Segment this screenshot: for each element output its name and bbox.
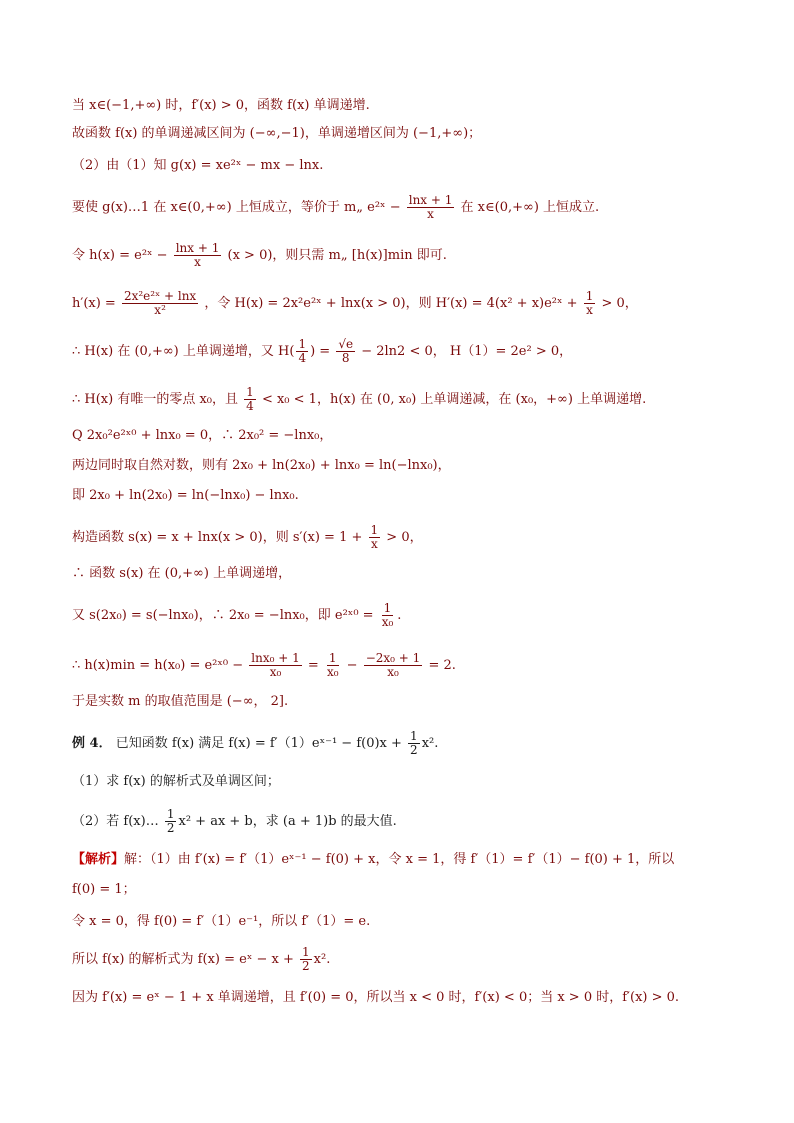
- text-fragment: =: [307, 658, 319, 673]
- fraction: [364, 652, 423, 679]
- frac-den: 2: [410, 743, 418, 757]
- text-line: [72, 290, 734, 317]
- text-fragment: + ax + b，求 (a + 1)b 的最大值.: [195, 814, 397, 829]
- frac-den: 2: [302, 959, 310, 973]
- text-line: [72, 602, 734, 629]
- frac-num: √e: [338, 337, 354, 351]
- text-fragment: x²: [178, 814, 192, 829]
- text-line: （1）求 f(x) 的解析式及单调区间；: [72, 774, 280, 789]
- frac-num: 2x²e²ˣ + lnx: [123, 289, 197, 303]
- text-line: 因为 f′(x) = eˣ − 1 + x 单调递增，且 f′(0) = 0，所以当 x < 0 时，f′(x) < 0；当 x > 0 时，f′(x) > 0.: [72, 990, 680, 1005]
- frac-num: 1: [166, 807, 175, 821]
- frac-den: x: [194, 255, 201, 269]
- text-line: 即 2x₀ + ln(2x₀) = ln(−lnx₀) − lnx₀.: [72, 488, 299, 503]
- frac-num: 1: [585, 289, 594, 303]
- text-fragment: x²: [313, 952, 327, 967]
- text-fragment: （2）若 f(x)…: [72, 814, 159, 829]
- fraction: [122, 290, 198, 317]
- frac-den: 2: [166, 821, 175, 835]
- text-fragment: = 2.: [428, 658, 456, 673]
- text-line: ∴ 函数 s(x) 在 (0,+∞) 上单调递增，: [72, 566, 292, 581]
- text-fragment: < x₀ < 1，h(x) 在 (0, x₀) 上单调递减，在 (x₀，+∞) 上单调递增.: [261, 392, 647, 407]
- text-fragment: ∴ H(x) 有唯一的零点 x₀，且: [72, 392, 239, 407]
- text-line: 于是实数 m 的取值范围是 (−∞， 2].: [72, 694, 289, 709]
- text-fragment: 又 s(2x₀) = s(−lnx₀)，∴ 2x₀ = −lnx₀，即 e²ˣ⁰ =: [72, 608, 374, 623]
- text-line: [72, 850, 734, 870]
- frac-den: x: [586, 303, 593, 317]
- fraction: [408, 730, 420, 757]
- text-line: [72, 242, 734, 269]
- text-line: 两边同时取自然对数，则有 2x₀ + ln(2x₀) + lnx₀ = ln(−lnx₀)，: [72, 458, 451, 473]
- text-line: 当 x∈(−1,+∞) 时，f′(x) > 0，函数 f(x) 单调递增.: [72, 98, 370, 113]
- fraction: [325, 652, 341, 679]
- fraction: [244, 386, 256, 413]
- frac-den: 8: [341, 351, 350, 365]
- text-line: 故函数 f(x) 的单调递减区间为 (−∞,−1)，单调递增区间为 (−1,+∞)；: [72, 126, 482, 141]
- text-line: 令 x = 0，得 f(0) = f′（1）e⁻¹，所以 f′（1）= e.: [72, 914, 371, 929]
- text-fragment: 在 x∈(0,+∞) 上恒成立.: [460, 200, 600, 215]
- frac-den: x₀: [269, 665, 282, 679]
- frac-num: −2x₀ + 1: [365, 651, 421, 665]
- text-fragment: (x > 0)，则只需 m„ [h(x)]min 即可.: [227, 248, 447, 263]
- text-fragment: 解：（1）由 f′(x) = f′（1）eˣ⁻¹ − f(0) + x，令 x = 1，得 f′（1）= f′（1）− f(0) + 1，所以: [124, 852, 675, 867]
- text-fragment: 构造函数 s(x) = x + lnx(x > 0)，则 s′(x) = 1 +: [72, 530, 363, 545]
- fraction: [300, 946, 312, 973]
- text-line: [72, 194, 734, 221]
- example-heading: [72, 730, 734, 757]
- fraction: [174, 242, 222, 269]
- fraction: [407, 194, 455, 221]
- text-line: （2）由（1）知 g(x) = xe²ˣ − mx − lnx.: [72, 158, 324, 173]
- fraction: [249, 652, 301, 679]
- fraction: [369, 524, 381, 551]
- frac-num: 1: [328, 651, 337, 665]
- text-fragment: 要使 g(x)…1 在 x∈(0,+∞) 上恒成立，等价于 m„ e²ˣ −: [72, 200, 401, 215]
- text-line: Q 2x₀²e²ˣ⁰ + lnx₀ = 0，∴ 2x₀² = −lnx₀，: [72, 428, 333, 443]
- frac-num: 1: [383, 601, 392, 615]
- frac-den: x: [427, 207, 434, 221]
- text-line: f(0) = 1；: [72, 882, 136, 897]
- text-fragment: h′(x) =: [72, 296, 116, 311]
- fraction: [380, 602, 396, 629]
- fraction: [336, 338, 355, 365]
- text-fragment: 已知函数 f(x) 满足 f(x) = f′（1）eˣ⁻¹ − f(0)x +: [115, 736, 402, 751]
- text-fragment: .: [434, 736, 439, 751]
- text-fragment: ，令 H(x) = 2x²e²ˣ + lnx(x > 0)，则 H′(x) = 4(x² + x)e²ˣ +: [204, 296, 578, 311]
- fraction: [165, 808, 177, 835]
- text-line: [72, 386, 734, 413]
- frac-den: x²: [154, 303, 166, 317]
- text-fragment: − 2ln2 < 0， H（1）= 2e² > 0，: [361, 344, 573, 359]
- text-fragment: > 0，: [386, 530, 423, 545]
- frac-num: 1: [302, 945, 310, 959]
- frac-num: 1: [410, 729, 418, 743]
- text-fragment: ) =: [310, 344, 331, 359]
- frac-den: x₀: [326, 665, 339, 679]
- frac-num: lnx₀ + 1: [251, 651, 300, 665]
- text-fragment: x²: [421, 736, 435, 751]
- text-line: [72, 524, 734, 551]
- frac-den: x₀: [381, 615, 394, 629]
- frac-den: 4: [298, 351, 307, 365]
- text-line: [72, 652, 734, 679]
- frac-num: lnx + 1: [175, 241, 220, 255]
- example-label: 例 4．: [72, 736, 112, 751]
- frac-num: lnx + 1: [408, 193, 453, 207]
- frac-den: 4: [246, 399, 254, 413]
- text-fragment: .: [397, 608, 402, 623]
- text-fragment: 所以 f(x) 的解析式为 f(x) = eˣ − x +: [72, 952, 294, 967]
- text-fragment: −: [346, 658, 358, 673]
- frac-num: 1: [370, 523, 379, 537]
- fraction: [584, 290, 596, 317]
- text-fragment: ∴ h(x)min = h(x₀) = e²ˣ⁰ −: [72, 658, 244, 673]
- text-fragment: ∴ H(x) 在 (0,+∞) 上单调递增，又 H(: [72, 344, 295, 359]
- text-line: [72, 808, 734, 835]
- text-line: [72, 338, 734, 365]
- frac-den: x₀: [387, 665, 399, 679]
- text-fragment: > 0，: [601, 296, 638, 311]
- frac-den: x: [370, 537, 378, 551]
- text-line: [72, 946, 734, 973]
- text-fragment: 令 h(x) = e²ˣ −: [72, 248, 168, 263]
- text-fragment: .: [326, 952, 331, 967]
- fraction: [296, 338, 308, 365]
- solution-label: 【解析】: [72, 852, 125, 867]
- frac-num: 1: [246, 385, 254, 399]
- frac-num: 1: [298, 337, 307, 351]
